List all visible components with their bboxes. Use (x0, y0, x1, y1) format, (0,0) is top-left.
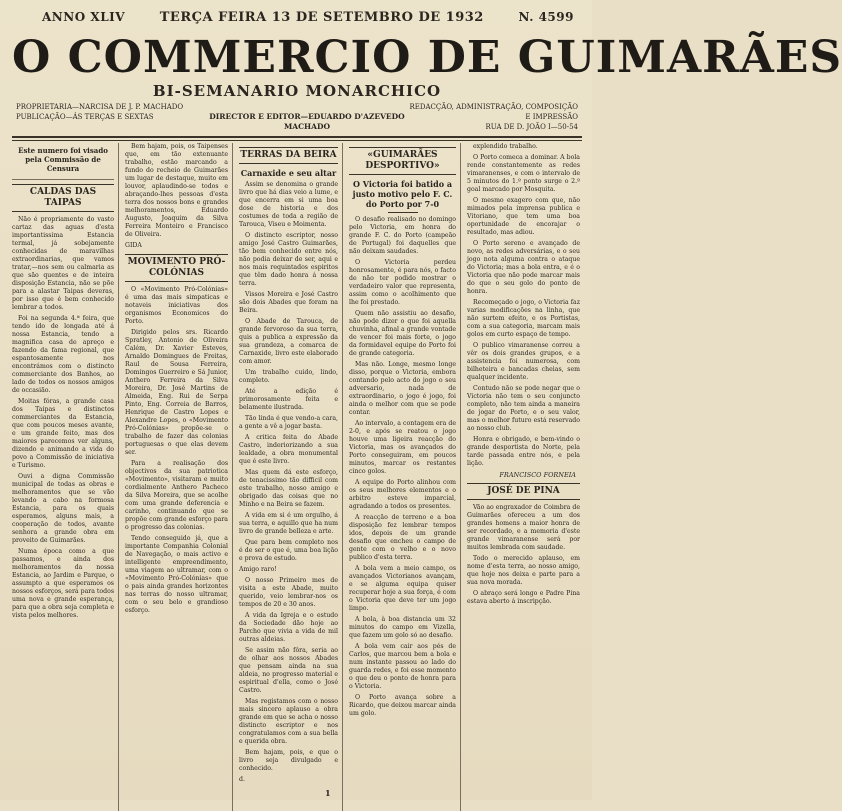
paragraph: Mas não. Longe, mesmo longe disso, porque o Victoria, embora contando pelo acto do jogo o seu adversario, nada de extraordinario, o jogo é jogo, foi ainda o melhor com que se pode contar. (349, 361, 456, 416)
signature: GIDA (125, 242, 142, 249)
director-line: DIRECTOR E EDITOR—EDUARDO D'AZEVEDO MACHADO (209, 112, 405, 131)
page-number: 1 (325, 788, 331, 798)
year-label: ANNO XLIV (42, 10, 126, 24)
paragraph: O Porto sereno e avançado de novo, as redes adversárias, e o seu jogo nota alguma contra o ataque do Victoria; mas a bola entra, e é o Victoria que não pode marcar mais do que o seu golo do ponto de honra. (467, 240, 580, 295)
paragraph: Vissos Moreira e José Castro são dois Abades que foram na Beira. (239, 291, 338, 314)
signature: d. (239, 776, 245, 783)
paragraph: Que para bem completo nos é de ser o que é, uma boa lição e prova de estudo. (239, 539, 338, 562)
issue-date: TERÇA FEIRA 13 DE SETEMBRO DE 1932 (159, 10, 484, 25)
paragraph: Se assim não fôra, seria ao de olhar aos nossos Abades que pensam ainda na sua aldeia, no progresso material e espiritual d'ella, como o José Castro. (239, 647, 338, 694)
paragraph: A bola, à boa distancia um 32 minutos do campo em Vizella, que fazem um golo só ao desafio. (349, 616, 456, 639)
owner-line: PROPRIETARIA—NARCISA DE J. P. MACHADO (16, 103, 184, 111)
office-line: REDACÇÃO, ADMINISTRAÇÃO, COMPOSIÇÃO E IMPRESSÃO (409, 103, 578, 121)
paragraph: O Porto avança sobre a Ricardo, que deixou marcar ainda um golo. (349, 694, 456, 717)
signature: FRANCISCO FORNEIA (499, 471, 576, 479)
section-title-desportivo: «GUIMARÃES DESPORTIVO» (349, 147, 456, 175)
paragraph: Mas registamos com o nosso mais sincero aplauso a obra grande em que se acha o nosso distincto escriptor e nos congratulamos com a sua bella e querida obra. (239, 698, 338, 745)
paragraph: Numa época como a que passamos, e ainda dos melhoramentos da nossa Estancia, ao Jardim e Parque, o assumpto a que esperamos os nossos esforços, será para todos uma nova e grande esperança, para que a obra seja completa e vista pelos melhores. (12, 548, 114, 619)
paragraph: O Victoria perdeu honrosamente, é para nós, o facto de não ter podido mostrar o verdadeiro valor que representa, assim como o acolhimento que lhe foi prestado. (349, 259, 456, 306)
article-title-movimento: MOVIMENTO PRÓ-COLÓNIAS (125, 254, 228, 282)
paragraph: O mesmo exagero com que, não mimados pela imprensa publica e Vitoriano, que tem uma boa oportunidade de encorajar o resultado, mas adiou. (467, 197, 580, 236)
paragraph: Tendo conseguido já, que a importante Companhia Colonial de Navegação, o mais activo e intelligente empreendimento, uma viagem ao ultramar, com o «Movimento Pró-Colónias» que o pais ainda grandes horizontes nas terras do nosso ultramar, com o seu belo e grandioso esforço. (125, 535, 228, 614)
column-2 (125, 143, 233, 811)
paragraph: Bem hajam, pois, e que o livro seja divulgado e conhecido. (239, 749, 338, 772)
paragraph: O desafio realisado no domingo pelo Victoria, em honra do grande F. C. do Porto (campeão de Portugal) foi daquelles que não deixam saudades. (349, 216, 456, 255)
section-title-beira: TERRAS DA BEIRA (239, 147, 338, 164)
paragraph: O «Movimento Pró-Colónias» é uma das mais simpaticas e notaveis iniciativas dos organismos Economicos do Porto. (125, 286, 228, 325)
paragraph: Vão ao engraxador de Coimbra de Guimarães ofereceu a um dos grandes homens a maior honra de ser recordado, e a memoria d'este grande vimaranense será por muitos lembrada com saudade. (467, 504, 580, 551)
issue-number: N. 4599 (518, 10, 574, 24)
masthead-subtitle: BI-SEMANARIO MONARCHICO (152, 82, 442, 100)
paragraph: O abraço será longo e Padre Pina estava aberto á inscripção. (467, 590, 580, 605)
paragraph: Quem não assistiu ao desafio, não pode dizer o que foi aquella chuvinha, afinal a grande vontade de vencer foi mais forte, o jogo da formidavel equipe do Porto foi de grande categoria. (349, 310, 456, 357)
paragraph: Moitas fóras, a grande casa dos Taipas e distinctos commerciantes da Estancia, que com poucos meses avante, e um grande feito, mas dos maiores parecemos ver alguns, dizendo e animando a vida do povo a Commissão de iniciativa e Turismo. (12, 398, 114, 469)
column-5 (467, 143, 584, 811)
paragraph: A bola vem a meio campo, os avançados Victorianos avançam, e se alguma equipa quiser recuperar hoje a sua força, é com o Victoria que deve ter um jogo limpo. (349, 565, 456, 612)
paragraph: Um trabalho cuido, lindo, completo. (239, 369, 338, 384)
article-title-pina: JOSÉ DE PINA (467, 483, 580, 500)
paragraph: Ao intervalo, a contagem era de 2-0, e após se reatou o jogo houve uma ligeira reacção do Victoria, mas os avançados do Porto conseguiram, em poucos minutos, marcar os restantes cinco golos. (349, 420, 456, 475)
paragraph: Contudo não se pode negar que o Victoria não tem o seu conjuncto completo, não tem ainda a maneira de jogar do Porto, e o seu valor, mas o melhor futuro está reservado ao nosso club. (467, 385, 580, 432)
paragraph: Amigo raro! (239, 566, 277, 573)
paragraph: Assim se denomina o grande livro que há dias veio a lume, e que encerra em si uma boa dose de historia e dos costumes de toda a região de Tarouca, Viseu e Moimenta. (239, 181, 338, 228)
paragraph: Até a edição é primorosamente feita e belamente ilustrada. (239, 388, 338, 411)
header-topline (12, 6, 582, 30)
paragraph: Foi na segunda 4.ª feira, que tendo ido de longada até á nossa Estancia, tendo a magnifica casa de apreço e fazendo da fama regional, que espantosamente nos encontrámos com o distincto commerciante dos Banhos, ao lado de todos os nossos amigos de occasião. (12, 315, 114, 394)
article-subtitle-victoria: O Victoria foi batido a justo motivo pelo F. C. do Porto por 7-0 (352, 179, 453, 209)
paragraph: A reacção de terreno e a boa disposição fez lembrar tempos idos, depois de um grande desafio que encheu o campo de gente com o velho e o novo publico d'esta terra. (349, 514, 456, 561)
paragraph: Mas quem dá este esforço, de tenacissimo tão difficil com este trabalho, nosso amigo e obrigado das coisas que no Minho e na Beira se fazem. (239, 469, 338, 508)
article-columns (12, 143, 582, 811)
masthead-title: O COMMERCIO DE GUIMARÃES (12, 32, 842, 83)
article-title-caldas: CALDAS DAS TAIPAS (12, 184, 114, 212)
paragraph: Bem hajam, pois, os Taipenses que, em tão extenuante trabalho, estão marcando a fundo do recheio de Guimarães um lugar de destaque, muito em louvor, aplaudindo-se todos e abraçando-lhes pessoas d'esta terra dos nossos bons e grandes melhoramentos, Eduardo Augusto, Joaquim da Silva Ferreira Monteiro e Francisco de Oliveira. (125, 143, 228, 238)
paragraph: O Porto comeca a dominar. A bola rende constantemente as redes vimaranenses, e com o intervalo de 5 minutos do 1.º ponto surge o 2.º goal marcado por Mosquita. (467, 154, 580, 193)
column-4 (349, 143, 461, 811)
article-title-carnaxide: Carnaxide e seu altar (240, 168, 337, 178)
paragraph: A equipe do Porto alinhou com os seus melhores elementos e o arbitro esteve imparcial, agradando a todos os presentes. (349, 479, 456, 510)
paragraph: O Abade de Tarouca, de grande fervoroso da sua terra, quis a publica a expressão da sua grandeza, a comarca de Carnaxide, livro este elaborado com amor. (239, 318, 338, 365)
address-line: RUA DE D. JOÃO I—50-54 (485, 123, 578, 131)
paragraph: O publico vimaranense correu a vêr os dois grandes grupos, e a assistencia foi numerosa, com bilheteira e bancadas cheias, sem qualquer incidente. (467, 342, 580, 381)
paragraph: explendido trabalho. (473, 143, 538, 150)
publication-info (12, 102, 582, 132)
paragraph: Dirigido pelos srs. Ricardo Spratley, Antonio de Oliveira Calém, Dr. Xavier Esteves, Arnaldo Domingues de Freitas, Raul de Sousa Ferreira, Domingos Guerreiro e Sá Junior, Anthero Ferreira da Silva Moreira, Dr. José Martins de Almeida, Eng. Rui de Serpa Pinto, Eng. Correia de Barros, Henrique de Castro Lopes e Alexandre Lopes, o «Movimento Pró-Colónias» propõe-se o trabalho de fazer das colonias portuguesas o que elas devem ser. (125, 329, 228, 456)
paragraph: O nosso Primeiro mes de visita a este Abade, muito querido, veio lembrar-nos os tempos de 20 e 30 anos. (239, 577, 338, 608)
paragraph: Todo o merecido aplauso, em nome d'esta terra, ao nosso amigo, que hoje nos deixa e parte para a sua nova morada. (467, 555, 580, 586)
censor-note: Este numero foi visado pela Commissão de Censura (12, 143, 114, 180)
column-3 (239, 143, 343, 811)
paragraph: Para a realisação dos objectivos da sua patriotica «Movimento», visitaram e muito cordialmente Anthero Pacheco da Silva Moreira, que se acolhe com uma grande deferencia e carinho, continuando que se propõe com grande esforço para o progresso das colonias. (125, 460, 228, 531)
paragraph: Tão linda é que vendo-a cara, a gente a vê a jogar basta. (239, 415, 338, 430)
divider (388, 212, 418, 213)
paragraph: A critica feita do Abade Castro, inderiorizando a sua lealdade, a obra monumental que é este livro. (239, 434, 338, 465)
paragraph: Não é propriamente do vasto cartaz das aguas d'esta importantissima Estancia termal, já sobejamente conhecidas de maravilhas extraordinarias, que vamos tratar,—nos sem ou calmaria as que são quentes e de inteira disposição Estancia, não se põe para a alastar Taipas deveras, por isso que é bem conhecido lembrar a todos. (12, 216, 114, 311)
paragraph: A bola vem cair aos pés de Carlos, que marcou bem a bola e num instante passou ao lado do guarda redes, e foi esse momento o que deu o ponto de honra para o Victoria. (349, 643, 456, 690)
header-rule (12, 136, 582, 141)
column-1 (12, 143, 119, 811)
publication-days: PUBLICAÇÃO—ÁS TERÇAS E SEXTAS (16, 113, 154, 121)
paragraph: Ouvi a digna Commissão municipal de todas as obras e melhoramentos que se vão levando a cabo na formosa Estancia, para os quais esperamos, alguns mais, a cooperação de todos, avante senhora a grande obra em proveito de Guimarães. (12, 473, 114, 544)
paragraph: A vida em si é um orgulho, á sua terra, e aquillo que ha num livro de grande belleza e arte. (239, 512, 338, 535)
paragraph: A vida da Igreja e o estudo da Sociedade dão hoje ao Parcho que vivia a vida de mil outras aldeias. (239, 612, 338, 643)
paragraph: Recomeçado o jogo, o Victoria faz varias modificações na linha, que não surtem efeito, e os Portistas, com a sua categoria, marcam mais golos em curto espaço de tempo. (467, 299, 580, 338)
paragraph: Honra e obrigado, e bem-vindo o grande desportista do Norte, pela tarde passada entre nós, e pela lição. (467, 436, 580, 467)
paragraph: O distincto escriptor, nosso amigo José Castro Guimarães, tão bem conhecido entre nós, não podia deixar de ser, aqui e nos mais requintados espiritos que têm dado honra á nossa terra. (239, 232, 338, 287)
